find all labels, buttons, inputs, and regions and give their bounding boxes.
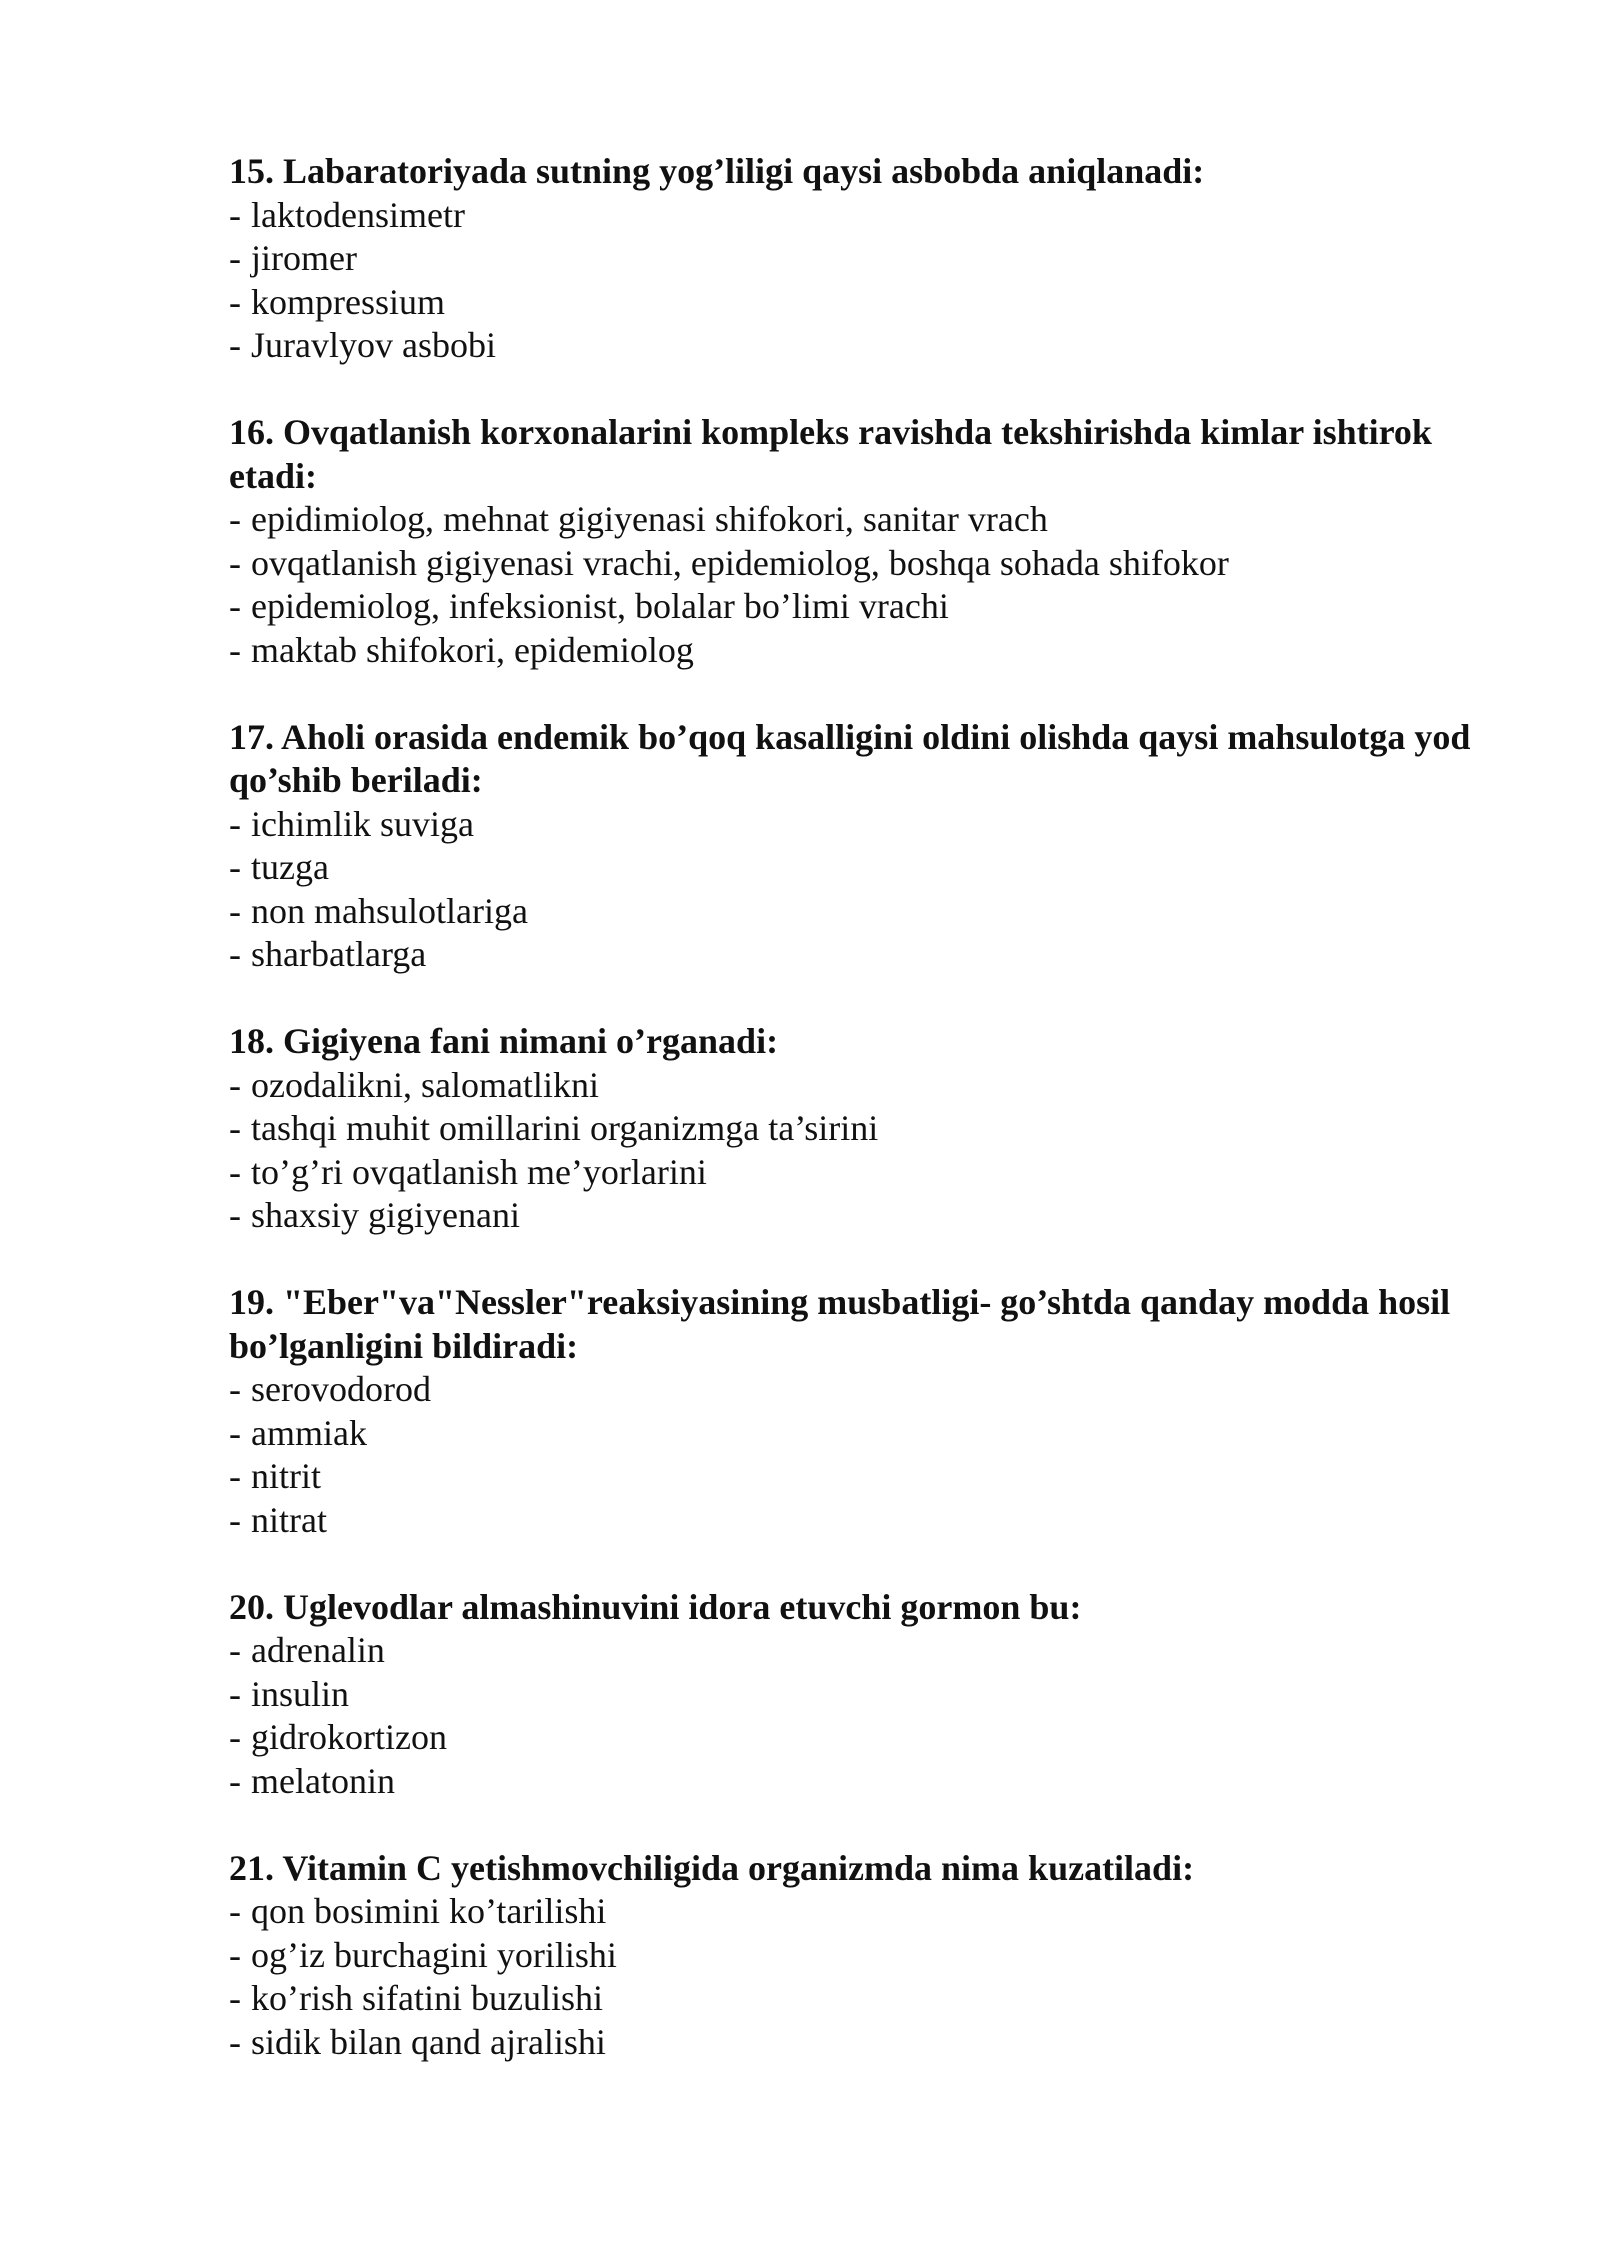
option-text: to’g’ri ovqatlanish me’yorlarini (251, 1151, 707, 1192)
option-bullet: - (229, 1673, 241, 1714)
question-16 (229, 411, 1479, 672)
question-number: 20. (229, 1586, 274, 1627)
answer-option (229, 846, 1479, 890)
question-number: 16. (229, 412, 274, 452)
option-bullet: - (229, 934, 241, 974)
question-number: 21. (229, 1847, 274, 1888)
option-bullet: - (229, 1499, 241, 1540)
question-number: 15. (229, 151, 274, 191)
answer-option (229, 237, 1479, 281)
answer-option (229, 629, 1479, 673)
answer-option (229, 1629, 1479, 1673)
option-bullet: - (229, 194, 241, 235)
option-bullet: - (229, 1064, 241, 1105)
question-20 (229, 1586, 1479, 1804)
option-bullet: - (229, 586, 241, 626)
answer-option (229, 1194, 1479, 1238)
option-bullet: - (229, 803, 241, 844)
answer-option (229, 1673, 1479, 1717)
option-bullet: - (229, 499, 241, 539)
answer-option (229, 2021, 1479, 2065)
option-bullet: - (229, 325, 241, 365)
document-page (229, 150, 1479, 2108)
option-text: tashqi muhit omillarini organizmga ta’sirini (251, 1108, 879, 1148)
option-bullet: - (229, 238, 241, 278)
option-bullet: - (229, 1108, 241, 1148)
option-text: ichimlik suviga (251, 803, 474, 844)
answer-option (229, 1977, 1479, 2021)
question-18 (229, 1020, 1479, 1238)
option-text: shaxsiy gigiyenani (251, 1195, 520, 1235)
question-text: Aholi orasida endemik bo’qoq kasalligini oldini olishda qaysi mahsulotga yod qo’shib beriladi: (229, 716, 1471, 800)
option-text: og’iz burchagini yorilishi (251, 1934, 617, 1975)
option-text: ko’rish sifatini buzulishi (251, 1978, 603, 2018)
option-bullet: - (229, 1151, 241, 1192)
question-title (229, 150, 1479, 194)
question-title (229, 1020, 1479, 1064)
answer-option (229, 194, 1479, 238)
option-bullet: - (229, 1934, 241, 1975)
option-text: epidimiolog, mehnat gigiyenasi shifokori, sanitar vrach (251, 499, 1048, 539)
question-number: 18. (229, 1021, 274, 1061)
option-bullet: - (229, 847, 241, 887)
answer-option (229, 1716, 1479, 1760)
option-text: ammiak (251, 1412, 367, 1453)
answer-option (229, 1412, 1479, 1456)
answer-option (229, 1760, 1479, 1804)
option-bullet: - (229, 281, 241, 322)
answer-option (229, 1064, 1479, 1108)
answer-option (229, 1890, 1479, 1934)
question-title (229, 1586, 1479, 1630)
option-text: ozodalikni, salomatlikni (251, 1064, 599, 1105)
option-bullet: - (229, 1369, 241, 1409)
option-text: tuzga (251, 847, 329, 887)
option-text: maktab shifokori, epidemiolog (251, 629, 694, 670)
option-text: nitrat (251, 1499, 327, 1540)
option-text: Juravlyov asbobi (251, 325, 496, 365)
option-text: sharbatlarga (251, 934, 427, 974)
option-bullet: - (229, 1978, 241, 2018)
question-17 (229, 716, 1479, 977)
option-text: epidemiolog, infeksionist, bolalar bo’limi vrachi (251, 586, 949, 626)
option-bullet: - (229, 1412, 241, 1453)
option-text: serovodorod (251, 1369, 431, 1409)
option-text: sidik bilan qand ajralishi (251, 2021, 606, 2062)
option-text: insulin (251, 1673, 350, 1714)
answer-option (229, 324, 1479, 368)
option-text: qon bosimini ko’tarilishi (251, 1891, 607, 1931)
option-text: gidrokortizon (251, 1717, 447, 1757)
question-15 (229, 150, 1479, 368)
option-text: adrenalin (251, 1630, 385, 1670)
option-text: laktodensimetr (251, 194, 465, 235)
question-text: Gigiyena fani nimani o’rganadi: (283, 1021, 779, 1061)
question-title (229, 1847, 1479, 1891)
option-text: ovqatlanish gigiyenasi vrachi, epidemiolog, boshqa sohada shifokor (251, 542, 1229, 583)
answer-option (229, 1455, 1479, 1499)
option-text: jiromer (251, 238, 357, 278)
question-number: 19. (229, 1282, 274, 1322)
option-bullet: - (229, 1760, 241, 1801)
answer-option (229, 281, 1479, 325)
question-21 (229, 1847, 1479, 2065)
question-title (229, 716, 1479, 803)
option-text: melatonin (251, 1760, 395, 1801)
question-number: 17. (229, 716, 274, 757)
option-text: non mahsulotlariga (251, 890, 528, 931)
question-text: Ovqatlanish korxonalarini kompleks ravishda tekshirishda kimlar ishtirok etadi: (229, 412, 1432, 496)
option-bullet: - (229, 1630, 241, 1670)
answer-option (229, 542, 1479, 586)
question-title (229, 1281, 1479, 1368)
option-bullet: - (229, 542, 241, 583)
answer-option (229, 1368, 1479, 1412)
answer-option (229, 1499, 1479, 1543)
option-bullet: - (229, 629, 241, 670)
option-text: nitrit (251, 1456, 321, 1496)
answer-option (229, 890, 1479, 934)
option-text: kompressium (251, 281, 445, 322)
option-bullet: - (229, 1891, 241, 1931)
answer-option (229, 498, 1479, 542)
answer-option (229, 1107, 1479, 1151)
question-text: "Eber"va"Nessler"reaksiyasining musbatligi- go’shtda qanday modda hosil bo’lganligini bildiradi: (229, 1282, 1451, 1366)
option-bullet: - (229, 890, 241, 931)
answer-option (229, 1151, 1479, 1195)
question-19 (229, 1281, 1479, 1542)
question-text: Uglevodlar almashinuvini idora etuvchi gormon bu: (283, 1586, 1082, 1627)
question-title (229, 411, 1479, 498)
question-text: Labaratoriyada sutning yog’liligi qaysi asbobda aniqlanadi: (283, 151, 1205, 191)
option-bullet: - (229, 1195, 241, 1235)
answer-option (229, 803, 1479, 847)
answer-option (229, 585, 1479, 629)
option-bullet: - (229, 2021, 241, 2062)
question-text: Vitamin C yetishmovchiligida organizmda nima kuzatiladi: (282, 1847, 1195, 1888)
option-bullet: - (229, 1456, 241, 1496)
answer-option (229, 1934, 1479, 1978)
option-bullet: - (229, 1717, 241, 1757)
answer-option (229, 933, 1479, 977)
